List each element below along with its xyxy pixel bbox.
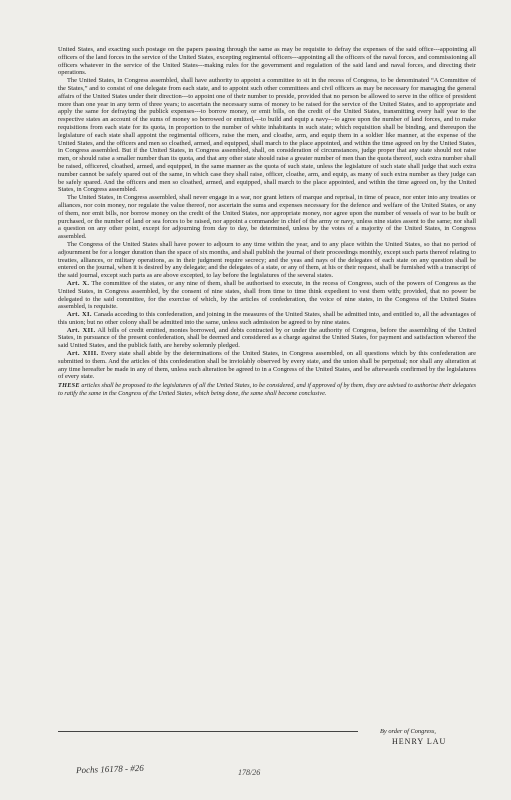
article-12-label: Art. XII. — [67, 326, 96, 334]
paragraph-adjournment: The Congress of the United States shall have power to adjourn to any time within the year, and to any place within the United States, so that no period of adjournment be for a longer duration than the space of six months, and shall publish the journal of their proceedings monthly, except such parts thereof relating to treaties, alliances, or military operations, as in their judgment require secrecy; and the yeas and nays of the delegates of each state on any question shall be entered on the journal, when it is desired by any delegate; and the delegates of a state, or any of them, at his or their request, shall be furnished with a transcript of the said journal, except such parts as are above excepted, to lay before the legislatures of the several states. — [58, 240, 476, 280]
handwritten-page-number: 178/26 — [238, 768, 261, 777]
article-13 — [58, 350, 476, 381]
by-order-line: By order of Congress, — [380, 728, 436, 735]
article-10 — [58, 280, 476, 311]
article-13-label: Art. XIII. — [67, 350, 99, 358]
article-11 — [58, 311, 476, 327]
article-10-label: Art. X. — [67, 279, 90, 287]
article-10-text: The committee of the states, or any nine of them, shall be authorised to execute, in the recess of Congress, such of the powers of Congress as the United States, in Congress assembled, by the consent of nine states, shall from time to time think expedient to vest them with; provided, that no power be delegated to the said committee, for the exercise of which, by the articles of confederation, the voice of nine states, in the Congress of the United States assembled, is requisite. — [58, 279, 476, 311]
signer-name: HENRY LAU — [392, 737, 447, 746]
article-12-text: All bills of credit emitted, monies borrowed, and debts contracted by or under the authority of Congress, before the assembling of the United States, in pursuance of the present confederation, shall be deemed and considered as a charge against the United States, for payment and satisfaction whereof the said United States, and the publick faith, are hereby solemnly pledged. — [58, 326, 476, 350]
paragraph-war-powers: The United States, in Congress assembled, shall never engage in a war, nor grant letters of marque and reprisal, in time of peace, nor enter into any treaties or alliances, nor coin money, nor regulate the value thereof, nor ascertain the sums and expenses necessary for the defence and welfare of the United States, or any of them, nor emit bills, nor borrow money on the credit of the United States, nor appropriate money, nor agree upon the number of vessels of war to be built or purchased, or the number of land or sea forces to be raised, nor appoint a commander in chief of the army or navy, unless nine states assent to the same; nor shall a question on any other point, except for adjourning from day to day, be determined, unless by the votes of a majority of the United States, in Congress assembled. — [58, 194, 476, 241]
paragraph-committee-of-states: The United States, in Congress assembled, shall have authority to appoint a committee to sit in the recess of Congress, to be denominated “A Committee of the States,” and to consist of one delegate from each state, and to appoint such other committees and civil officers as may be necessary for managing the general affairs of the United States under their direction---to appoint one of their number to preside, provided that no person be allowed to serve in the office of president more than one year in any term of three years; to ascertain the necessary sums of money to be raised for the service of the United States, and to appropriate and apply the same for defraying the publick expenses---to borrow money, or emit bills, on the credit of the United States, transmitting every half year to the respective states an account of the sums of money so borrowed or emitted,---to build and equip a navy---to agree upon the number of land forces, and to make requisitions from each state for its quota, in proportion to the number of white inhabitants in such state; which requisition shall be binding, and thereupon the legislature of each state shall appoint the regimental officers, raise the men, and cloathe, arm, and equip them in a soldier like manner, at the expense of the United States, and the officers and men so cloathed, armed, and equipped, shall march to the place appointed, and within the time agreed on by the United States, in Congress assembled. But if the United States, in Congress assembled, shall, on consideration of circumstances, judge proper that any state should not raise men, or should raise a smaller number than its quota, and that any other state should raise a greater number of men than the quota thereof, such extra number shall be raised, officered, cloathed, armed, and equipped, in the same manner as the quota of such state, unless the legislature of such state shall judge that such extra number cannot be safely spared out of the same, in which case they shall raise, officer, cloathe, arm, and equip, as many of such extra number as they judge can be safely spared. And the officers and men so cloathed, armed, and equipped, shall march to the place appointed, and within the time agreed on, by the United States, in Congress assembled. — [58, 77, 476, 194]
article-12 — [58, 327, 476, 350]
closing-note — [58, 382, 476, 397]
printed-text-block — [58, 46, 476, 752]
article-11-text: Canada acceding to this confederation, and joining in the measures of the United States, shall be admitted into, and entitled to, all the advantages of this union; but no other colony shall be admitted into the same, unless such admission be agreed to by nine states. — [58, 311, 476, 326]
paragraph-continuation: United States, and exacting such postage on the papers passing through the same as may be requisite to defray the expenses of the said office---appointing all officers of the land forces in the service of the United States, excepting regimental officers---appointing all the officers of the naval forces, and commissioning all officers whatever in the service of the United States---making rules for the government and regulation of the said land and naval forces, and directing their operations. — [58, 46, 476, 77]
article-13-text: Every state shall abide by the determinations of the United States, in Congress assembled, on all questions which by this confederation are submitted to them. And the articles of this confederation shall be inviolably observed by every state, and the union shall be perpetual; nor shall any alteration at any time hereafter be made in any of them, unless such alteration be agreed to in a Congress of the United States, and be afterwards confirmed by the legislatures of every state. — [58, 350, 476, 381]
article-11-label: Art. XI. — [67, 311, 92, 319]
closing-note-text: articles shall be proposed to the legislatures of all the United States, to be considered, and if approved of by them, they are advised to authorise their delegates to ratify the same in the Congress of the United States, which being done, the same shall become conclusive. — [58, 382, 476, 397]
handwritten-call-number: Pochs 16178 - #26 — [75, 762, 144, 776]
divider-rule — [58, 731, 358, 732]
closing-note-lead: THESE — [58, 382, 80, 390]
